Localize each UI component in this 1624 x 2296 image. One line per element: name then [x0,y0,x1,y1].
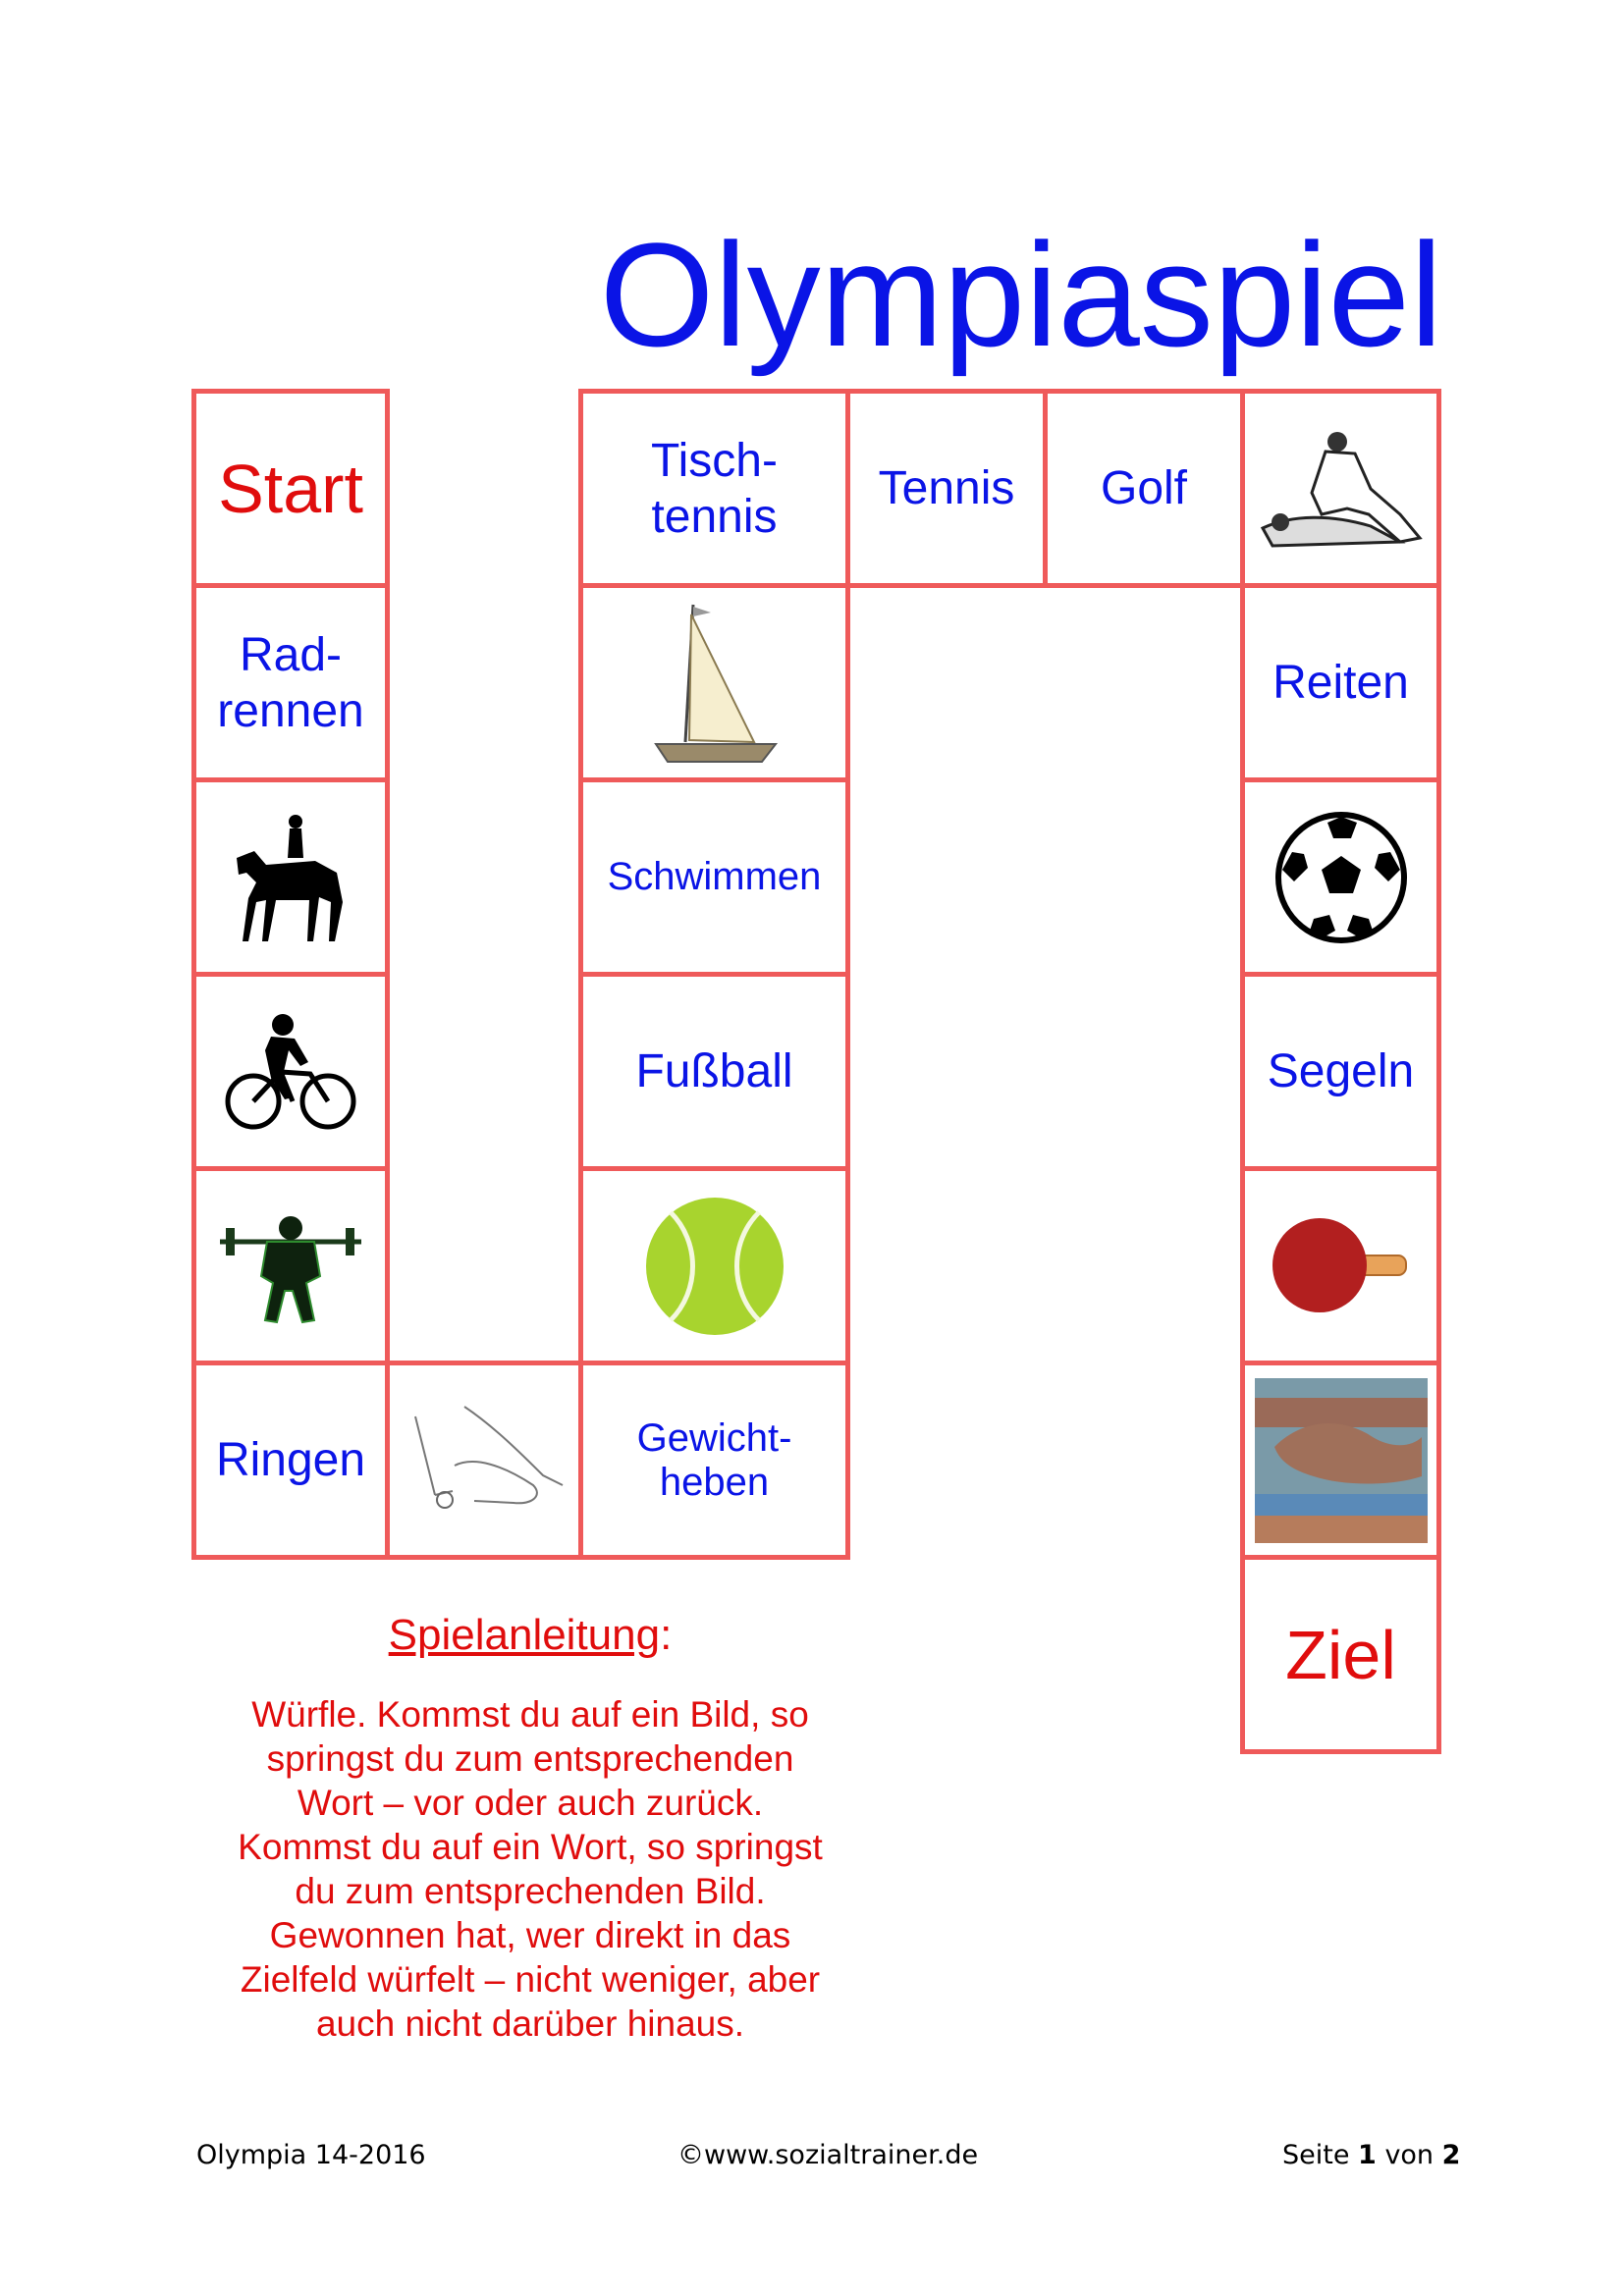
board-cell-tennisball-picture[interactable] [578,1166,850,1365]
reiten-label: Reiten [1272,657,1409,709]
radrennen-label: Rad- rennen [217,628,364,737]
board-cell-weightlifter-picture[interactable] [191,1166,390,1365]
board-cell-start[interactable] [191,389,390,588]
instructions-line: Kommst du auf ein Wort, so springst [238,1827,823,1867]
board-cell-radrennen[interactable] [191,583,390,782]
instructions-line: auch nicht darüber hinaus. [315,2003,745,2044]
footer-doc-id: Olympia 14-2016 [196,2140,426,2170]
board-cell-swimmer-picture[interactable] [1240,1361,1441,1560]
ziel-label: Ziel [1285,1616,1396,1693]
table-tennis-paddle-icon [1263,1212,1420,1320]
board-cell-soccerball-picture[interactable] [1240,777,1441,977]
board-cell-reiten[interactable] [1240,583,1441,782]
board-cell-wrestling-picture[interactable] [1240,389,1441,588]
board-cell-segeln[interactable] [1240,972,1441,1171]
board-cell-sailboat-picture[interactable] [578,583,850,782]
schwimmen-label: Schwimmen [607,855,822,898]
tischtennis-label: Tisch- tennis [651,434,778,543]
footer-website: ©www.sozialtrainer.de [677,2140,979,2170]
swimmer-icon [1255,1378,1428,1543]
board-cell-ringen[interactable] [191,1361,390,1560]
board-cell-tabletennis-picture[interactable] [1240,1166,1441,1365]
instructions-line: du zum entsprechenden Bild. [295,1871,766,1911]
footer-page-number: Seite 1 von 2 [1282,2140,1461,2170]
board-cell-gewichtheben[interactable] [578,1361,850,1560]
horse-rider-icon [227,804,354,951]
segeln-label: Segeln [1267,1045,1415,1097]
instructions-heading: Spielanleitung: [388,1611,673,1659]
instructions-text [187,1692,874,2046]
golf-putt-icon [396,1397,572,1524]
board-cell-schwimmen[interactable] [578,777,850,977]
instructions-line: Gewonnen hat, wer direkt in das [269,1915,791,1955]
tennis-label: Tennis [878,462,1015,514]
board-cell-tennis[interactable] [845,389,1048,588]
board-cell-horse-picture[interactable] [191,777,390,977]
golf-label: Golf [1100,462,1188,514]
tennis-ball-icon [641,1193,788,1340]
instructions-line: springst du zum entsprechenden [266,1738,794,1779]
start-label: Start [218,450,363,527]
instructions-line: Zielfeld würfelt – nicht weniger, aber [240,1959,821,2000]
instructions-line: Wort – vor oder auch zurück. [297,1783,764,1823]
gewichtheben-label: Gewicht- heben [636,1415,792,1504]
board-cell-tischtennis[interactable] [578,389,850,588]
ringen-label: Ringen [215,1434,366,1486]
board-cell-fussball[interactable] [578,972,850,1171]
instructions-line: Würfle. Kommst du auf ein Bild, so [251,1694,809,1735]
board-cell-golf-picture[interactable] [385,1361,583,1560]
sailboat-icon [646,595,784,772]
wrestling-icon [1253,420,1430,558]
board-cell-ziel[interactable] [1240,1555,1441,1754]
board-cell-golf[interactable] [1043,389,1245,588]
board-cell-cyclist-picture[interactable] [191,972,390,1171]
page-title: Olympiaspiel [599,212,1443,377]
weightlifter-icon [212,1202,369,1330]
soccer-ball-icon [1272,809,1410,946]
fussball-label: Fußball [635,1045,793,1097]
cyclist-icon [222,1003,359,1141]
